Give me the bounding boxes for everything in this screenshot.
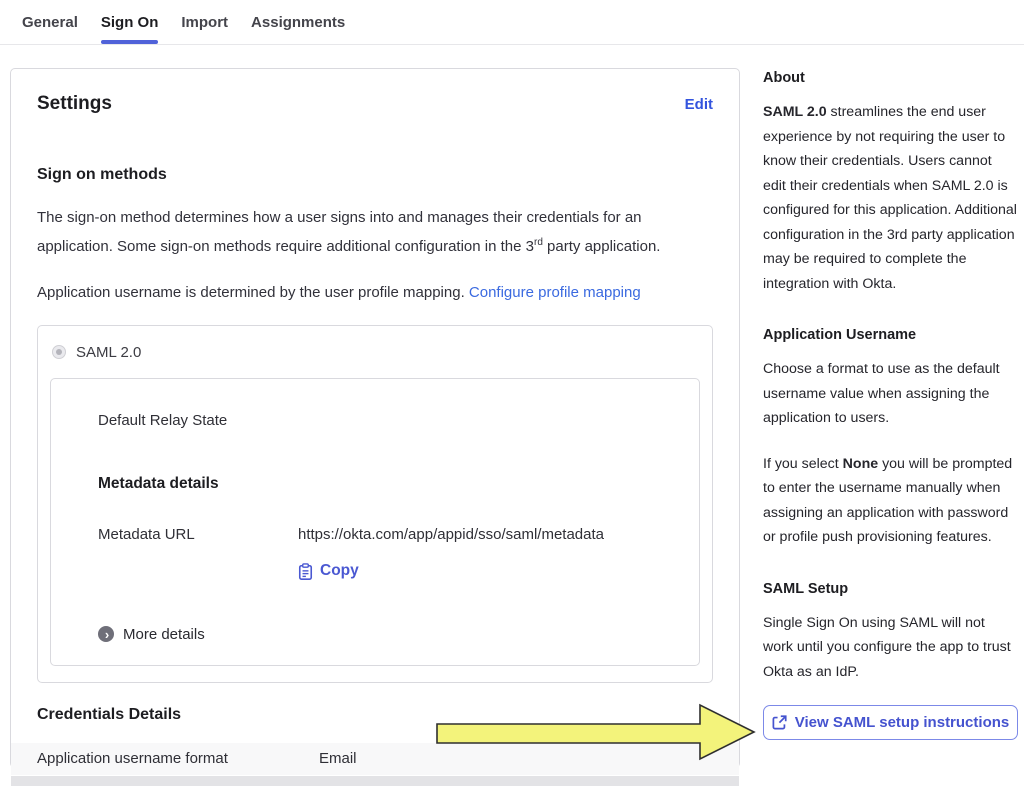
application-username-para2 (763, 452, 1018, 550)
saml-setup-body: Single Sign On using SAML will not work until you configure the app to trust Okta as an IdP. (763, 614, 1011, 680)
settings-card (10, 68, 740, 768)
tab-assignments[interactable]: Assignments (251, 13, 346, 31)
setup-button-label: View SAML setup instructions (794, 714, 1010, 731)
default-relay-state-label: Default Relay State (98, 412, 228, 429)
saml-radio-label: SAML 2.0 (76, 343, 142, 361)
credential-row-value: Email (319, 749, 357, 767)
metadata-url-label: Metadata URL (98, 526, 195, 543)
description-text-end: party application. (542, 238, 661, 255)
application-username-description (37, 280, 702, 305)
saml-method-box (37, 325, 713, 683)
app-tabbar (0, 0, 1024, 45)
saml-setup-heading: SAML Setup (763, 580, 849, 597)
edit-link[interactable]: Edit (684, 95, 713, 113)
copy-label: Copy (320, 562, 359, 579)
none-bold: None (842, 455, 879, 472)
settings-title: Settings (37, 93, 112, 114)
about-body-rest: streamlines the end user experience by not requiring the user to know their credentials. Users cannot edit their credentials when SAML 2.0 is configured for this application. Additional configuration in the 3rd party application may be required to complete the integration with Okta. (763, 104, 1017, 292)
more-details-toggle[interactable] (98, 626, 679, 643)
application-username-para1: Choose a format to use as the default username value when assigning the application to users. (763, 361, 1000, 426)
description-text: The sign-on method determines how a user signs into and manages their credentials for an application. Some sign-on methods require additional configuration in the 3 (37, 209, 642, 255)
configure-profile-mapping-link[interactable]: Configure profile mapping (468, 284, 641, 301)
none-para-before: If you select (763, 455, 843, 472)
settings-card-header (37, 93, 713, 115)
tab-general[interactable]: General (22, 13, 78, 31)
application-username-heading: Application Username (763, 327, 917, 343)
external-link-icon (772, 715, 787, 730)
credentials-details-heading: Credentials Details (37, 705, 182, 723)
saml-radio[interactable] (52, 345, 66, 359)
about-body (763, 100, 1018, 296)
help-sidebar (763, 70, 1018, 740)
none-para-after: you will be prompted to enter the username manually when assigning an application with password or profile push provisioning features. (763, 455, 1013, 545)
view-saml-setup-instructions-button[interactable] (763, 705, 1018, 740)
about-heading: About (763, 70, 805, 86)
ordinal-superscript: rd (533, 237, 543, 248)
metadata-details-heading: Metadata details (98, 475, 219, 492)
sign-on-methods-heading: Sign on methods (37, 166, 167, 183)
credential-row-label: Application username format (37, 749, 228, 767)
chevron-right-icon: › (98, 626, 114, 642)
tab-import[interactable]: Import (181, 13, 229, 31)
tab-sign-on[interactable]: Sign On (101, 0, 159, 44)
saml-radio-row (50, 336, 700, 362)
next-row-edge (11, 776, 739, 786)
metadata-url-row (98, 526, 679, 543)
more-details-label: More details (123, 625, 205, 643)
credential-row (11, 743, 739, 775)
username-mapping-text: Application username is determined by the user profile mapping. (37, 284, 469, 301)
copy-icon (298, 563, 313, 580)
metadata-url-value: https://okta.com/app/appid/sso/saml/metadata (298, 526, 604, 543)
copy-button[interactable] (298, 562, 359, 580)
sign-on-methods-description (37, 205, 702, 259)
saml-details-box (50, 378, 700, 666)
about-body-bold: SAML 2.0 (763, 104, 827, 120)
